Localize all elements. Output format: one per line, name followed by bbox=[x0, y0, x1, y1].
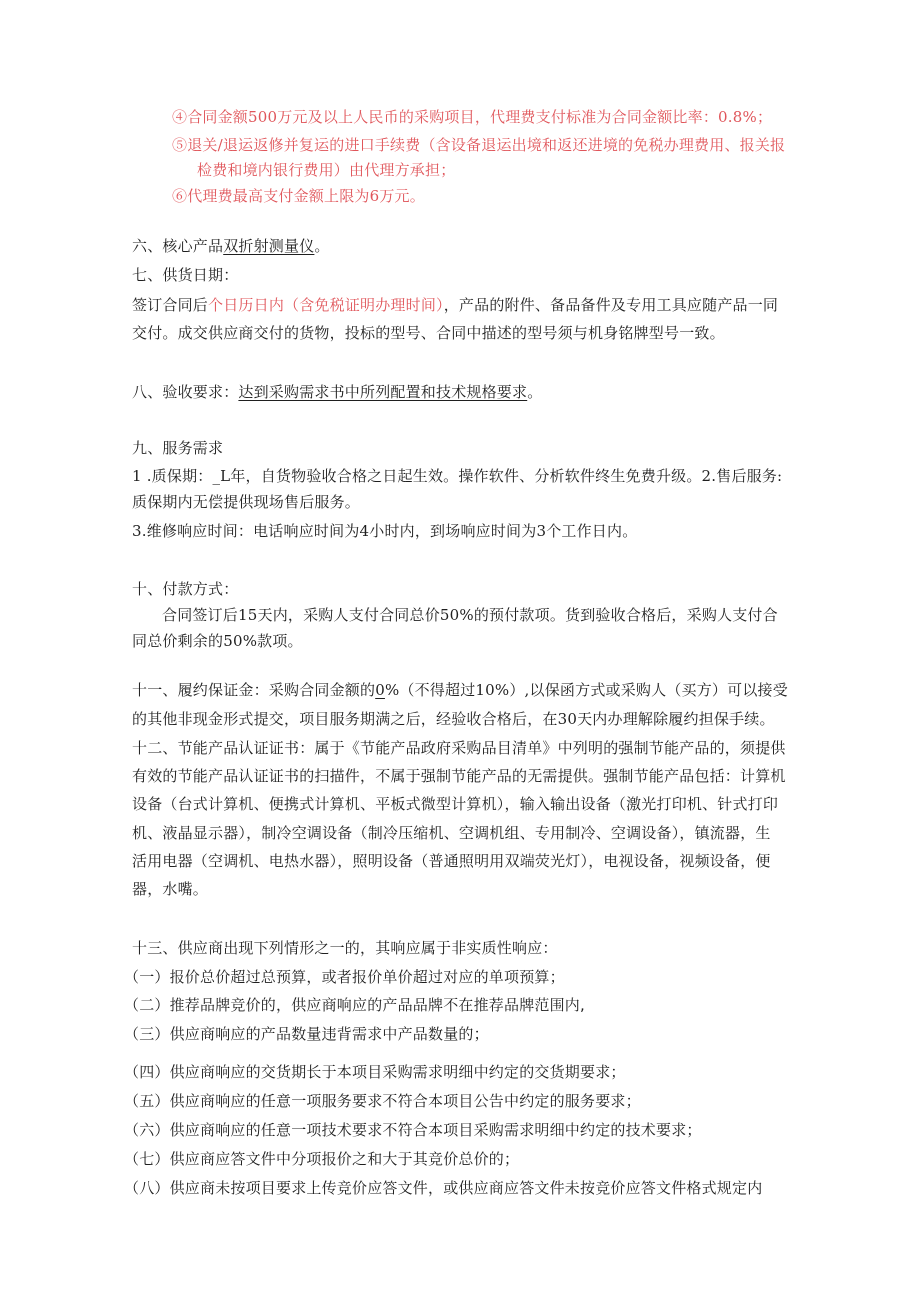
agency-fee-item-5-line-2: 检费和境内银行费用）由代理方承担； bbox=[197, 161, 456, 179]
agency-fee-item-4: ④合同金额500万元及以上人民币的采购项目，代理费支付标准为合同金额比率：0.8%； bbox=[172, 108, 773, 126]
section-12-line-3: 设备（台式计算机、便携式计算机、平板式微型计算机），输入输出设备（激光打印机、针式打印 bbox=[132, 795, 779, 813]
section-10-line-1: 合同签订后15天内，采购人支付合同总价50%的预付款项。货到验收合格后，采购人支付合 bbox=[162, 606, 778, 624]
section-11-prefix: 十一、履约保证金：采购合同金额的 bbox=[132, 681, 376, 699]
section-11-line-2: 的其他非现金形式提交，项目服务期满之后，经验收合格后，在30天内办理解除履约担保手续。 bbox=[132, 710, 775, 728]
section-6-suffix: 。 bbox=[314, 237, 330, 255]
section-8-suffix: 。 bbox=[527, 383, 543, 401]
section-13-item-3: （三）供应商响应的产品数量违背需求中产品数量的； bbox=[124, 1025, 489, 1043]
section-12-line-5: 活用电器（空调机、电热水器），照明设备（普通照明用双端荧光灯），电视设备，视频设备，便 bbox=[132, 852, 771, 870]
agency-fee-item-5-line-1: ⑤退关/退运返修并复运的进口手续费（含设备退运出境和返还进境的免税办理费用、报关报 bbox=[172, 136, 786, 154]
section-12-line-2: 有效的节能产品认证证书的扫描件，不属于强制节能产品的无需提供。强制节能产品包括：计算机 bbox=[132, 767, 786, 785]
acceptance-requirement: 达到采购需求书中所列配置和技术规格要求 bbox=[238, 383, 528, 401]
core-product-name: 双折射测量仪 bbox=[223, 237, 315, 255]
section-13-item-2: （二）推荐品牌竞价的，供应商响应的产品品牌不在推荐品牌范围内, bbox=[124, 996, 585, 1014]
section-7-heading: 七、供货日期： bbox=[132, 266, 239, 284]
section-13-item-5: （五）供应商响应的任意一项服务要求不符合本项目公告中约定的服务要求； bbox=[124, 1092, 641, 1110]
section-12-line-6: 器，水嘴。 bbox=[132, 880, 209, 898]
section-13-heading: 十三、供应商出现下列情形之一的，其响应属于非实质性响应： bbox=[132, 939, 558, 957]
section-8-acceptance bbox=[132, 382, 542, 402]
section-13-item-1: （一）报价总价超过总预算，或者报价单价超过对应的单项预算； bbox=[124, 968, 565, 986]
section-6-prefix: 六、核心产品 bbox=[132, 237, 224, 255]
section-6-core-product bbox=[132, 236, 330, 256]
section-13-item-4: （四）供应商响应的交货期长于本项目采购需求明细中约定的交货期要求； bbox=[124, 1063, 626, 1081]
bond-percentage: 0 bbox=[375, 681, 385, 699]
section-9-line-3: 3.维修响应时间：电话响应时间为4小时内，到场响应时间为3个工作日内。 bbox=[132, 522, 638, 540]
section-11-suffix: %（不得超过10%）,以保函方式或采购人（买方）可以接受 bbox=[384, 681, 788, 699]
agency-fee-item-6: ⑥代理费最高支付金额上限为6万元。 bbox=[172, 187, 425, 205]
section-9-line-2: 质保期内无偿提供现场售后服务。 bbox=[132, 493, 361, 511]
section-10-line-2: 同总价剩余的50%款项。 bbox=[132, 632, 303, 650]
section-7-line-1-prefix: 签订合同后 bbox=[132, 296, 209, 314]
delivery-period-highlight: 个日历日内（含免税证明办理时间） bbox=[208, 296, 444, 314]
section-7-line-2: 交付。成交供应商交付的货物，投标的型号、合同中描述的型号须与机身铭牌型号一致。 bbox=[132, 324, 725, 342]
section-13-item-6: （六）供应商响应的任意一项技术要求不符合本项目采购需求明细中约定的技术要求； bbox=[124, 1121, 702, 1139]
section-8-prefix: 八、验收要求： bbox=[132, 383, 239, 401]
section-7-line-1 bbox=[132, 295, 778, 315]
section-12-line-4: 机、液晶显示器），制冷空调设备（制冷压缩机、空调机组、专用制冷、空调设备），镇流器，生 bbox=[132, 824, 771, 842]
section-12-line-1: 十二、节能产品认证证书：属于《节能产品政府采购品目清单》中列明的强制节能产品的，须提供 bbox=[132, 739, 786, 757]
section-13-item-8: （八）供应商未按项目要求上传竞价应答文件，或供应商应答文件未按竞价应答文件格式规定内 bbox=[124, 1179, 763, 1197]
section-7-line-1-suffix: ，产品的附件、备品备件及专用工具应随产品一同 bbox=[443, 296, 779, 314]
section-9-line-1: 1 .质保期：_L年，自货物验收合格之日起生效。操作软件、分析软件终生免费升级。2.售后服务: bbox=[132, 467, 783, 485]
section-9-heading: 九、服务需求 bbox=[132, 439, 224, 457]
section-13-item-7: （七）供应商应答文件中分项报价之和大于其竞价总价的； bbox=[124, 1150, 520, 1168]
section-10-heading: 十、付款方式： bbox=[132, 580, 239, 598]
section-11-line-1 bbox=[132, 680, 788, 700]
